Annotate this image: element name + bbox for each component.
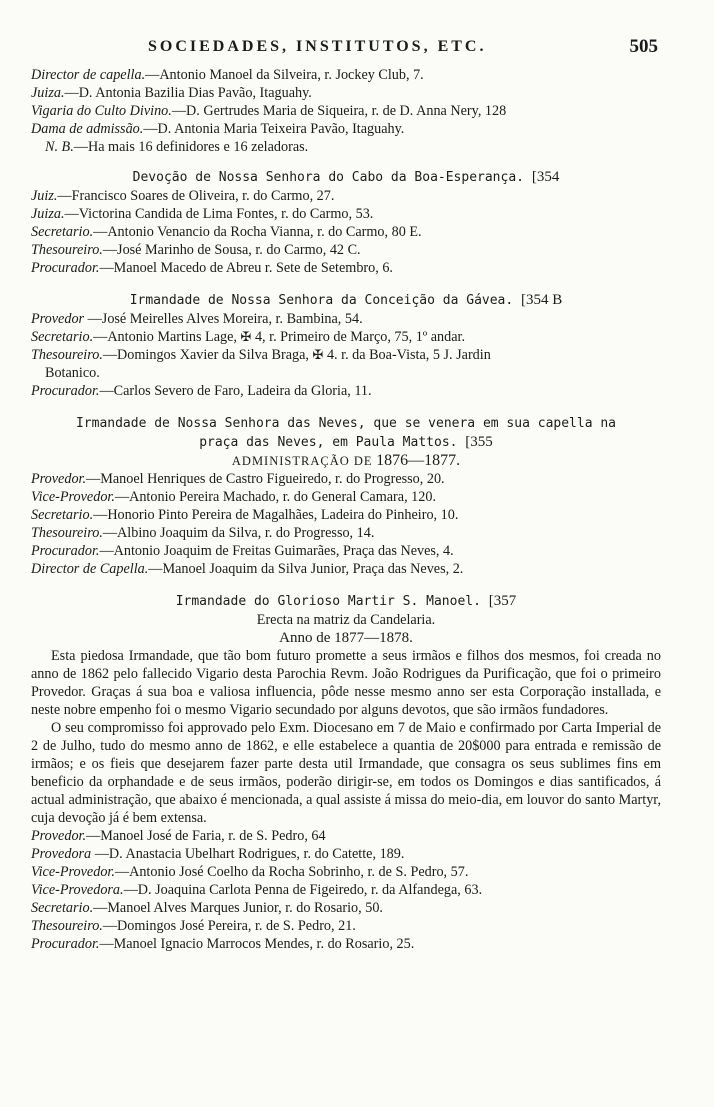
paragraph: Esta piedosa Irmandade, que tão bom futuro promette a seus irmãos e filhos dos mesmos, foi creada no anno de 1862 pelo fallecido Vigario desta Parochia Revm. João Rodrigues da Purificação, que foi o primeiro Provedor. Graças á sua boa e valiosa influencia, pôde nesse mesmo anno ser esta Corporação installada, e neste nobre empenho foi o mesmo Vigario secundado por alguns devotos, que são irmãos fundadores. xyxy=(31,648,661,718)
section-heading-357: Irmandade do Glorioso Martir S. Manoel. [357 xyxy=(175,593,517,609)
entry-line: Dama de admissão.—D. Antonia Maria Teixeira Pavão, Itaguahy. xyxy=(31,121,405,137)
entry-line: Procurador.—Antonio Joaquim de Freitas Guimarães, Praça das Neves, 4. xyxy=(31,543,454,559)
subheading: Erecta na matriz da Candelaria. xyxy=(256,612,436,628)
top-entries xyxy=(31,66,661,156)
entry-line: Provedor —José Meirelles Alves Moreira, r. Bambina, 54. xyxy=(31,311,363,327)
section-heading-355-cont: praça das Neves, em Paula Mattos. [355 xyxy=(199,434,493,450)
entry-line: Provedor.—Manoel José de Faria, r. de S. Pedro, 64 xyxy=(31,828,326,844)
entry-line: Procurador.—Carlos Severo de Faro, Ladeira da Gloria, 11. xyxy=(31,383,372,399)
entry-line: Vice-Provedora.—D. Joaquina Carlota Penna de Figeiredo, r. da Alfandega, 63. xyxy=(31,882,483,898)
entry-line: Secretario.—Antonio Martins Lage, ✠ 4, r. Primeiro de Março, 75, 1º andar. xyxy=(31,329,466,345)
running-header xyxy=(0,38,714,60)
entry-line: Secretario.—Manoel Alves Marques Junior, r. do Rosario, 50. xyxy=(31,900,383,916)
cross-icon: ✠ xyxy=(240,330,252,345)
entry-line: Juiz.—Francisco Soares de Oliveira, r. do Carmo, 27. xyxy=(31,188,335,204)
paragraph: O seu compromisso foi approvado pelo Exm. Diocesano em 7 de Maio e confirmado por Carta Imperial de 2 de Julho, tudo do mesmo anno de 1862, e elle estabelece a quantia de 20$000 para entrada e remissão de irmãos; e os fieis que desejarem fazer parte desta util Irmandade, que consagra os seus sublimes fins em beneficio da orphandade e de seus irmãos, poderão dirigir-se, em todos os Domingos e dias santificados, á actual administração, que abaixo é mencionada, a qual assiste á missa do meio-dia, em louvor do santo Martyr, cuja devoção já é bem extensa. xyxy=(31,720,661,826)
cross-icon: ✠ xyxy=(312,348,324,363)
entry-line: Vice-Provedor.—Antonio Pereira Machado, r. do General Camara, 120. xyxy=(31,489,436,505)
page-number: 505 xyxy=(629,36,658,57)
section-heading-355: Irmandade de Nossa Senhora das Neves, que se venera em sua capella na xyxy=(75,416,617,431)
entry-line: Thesoureiro.—Albino Joaquim da Silva, r. do Progresso, 14. xyxy=(31,525,375,541)
entry-line: Procurador.—Manoel Ignacio Marrocos Mendes, r. do Rosario, 25. xyxy=(31,936,415,952)
note-line: N. B.—Ha mais 16 definidores e 16 zeladoras. xyxy=(45,139,309,155)
entry-line: Vigaria do Culto Divino.—D. Gertrudes Maria de Siqueira, r. de D. Anna Nery, 128 xyxy=(31,103,507,119)
page-body xyxy=(31,66,661,953)
entry-line: Provedora —D. Anastacia Ubelhart Rodrigues, r. do Catette, 189. xyxy=(31,846,405,862)
entry-line: Juiza.—D. Antonia Bazilia Dias Pavão, Itaguahy. xyxy=(31,85,312,101)
administration-line: ADMINISTRAÇÃO DE 1876—1877. xyxy=(231,452,461,469)
entry-line: Provedor.—Manoel Henriques de Castro Figueiredo, r. do Progresso, 20. xyxy=(31,471,445,487)
subheading: Anno de 1877—1878. xyxy=(279,630,413,646)
entry-line: Vice-Provedor.—Antonio José Coelho da Rocha Sobrinho, r. de S. Pedro, 57. xyxy=(31,864,469,880)
entry-line: Director de capella.—Antonio Manoel da Silveira, r. Jockey Club, 7. xyxy=(31,67,424,83)
entry-line: Thesoureiro.—Domingos Xavier da Silva Braga, ✠ 4. r. da Boa-Vista, 5 J. Jardin xyxy=(31,347,491,363)
entry-line: Secretario.—Antonio Venancio da Rocha Vianna, r. do Carmo, 80 E. xyxy=(31,224,422,240)
section-heading-354: Devoção de Nossa Senhora do Cabo da Boa-Esperança. [354 xyxy=(132,169,560,185)
entry-line: Juiza.—Victorina Candida de Lima Fontes, r. do Carmo, 53. xyxy=(31,206,374,222)
entry-line: Director de Capella.—Manoel Joaquim da Silva Junior, Praça das Neves, 2. xyxy=(31,561,464,577)
entry-line: Thesoureiro.—Domingos José Pereira, r. de S. Pedro, 21. xyxy=(31,918,356,934)
header-title: SOCIEDADES, INSTITUTOS, ETC. xyxy=(148,38,487,55)
entry-line: Botanico. xyxy=(45,365,100,381)
section-heading-354b: Irmandade de Nossa Senhora da Conceição da Gávea. [354 B xyxy=(129,292,563,308)
entry-line: Procurador.—Manoel Macedo de Abreu r. Sete de Setembro, 6. xyxy=(31,260,393,276)
entry-line: Thesoureiro.—José Marinho de Sousa, r. do Carmo, 42 C. xyxy=(31,242,361,258)
entry-line: Secretario.—Honorio Pinto Pereira de Magalhães, Ladeira do Pinheiro, 10. xyxy=(31,507,459,523)
